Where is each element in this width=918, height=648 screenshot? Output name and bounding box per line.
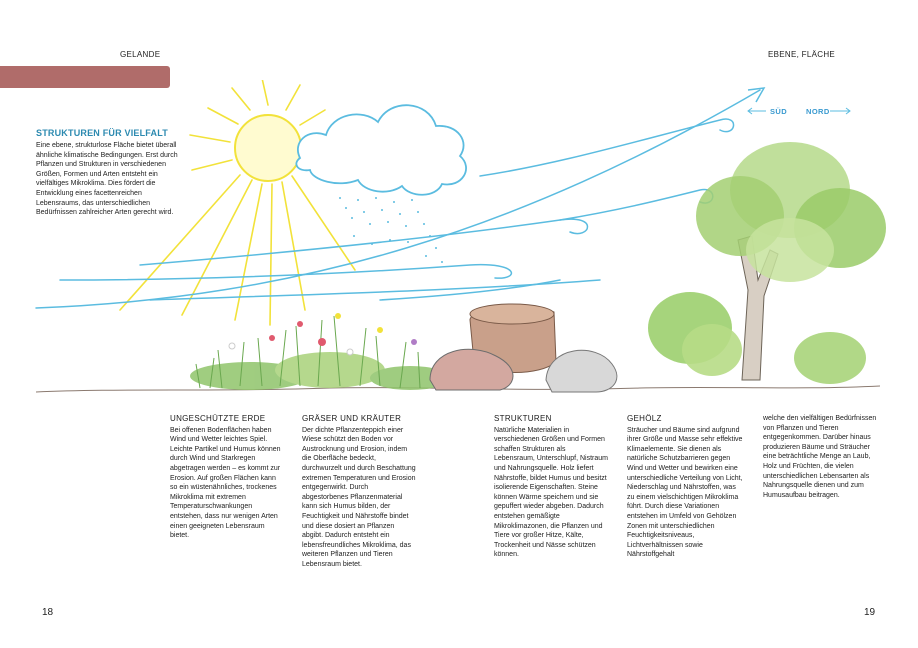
- column-heading: STRUKTUREN: [494, 414, 552, 423]
- column-body: Bei offenen Bodenflächen haben Wind und Wetter leichtes Spiel. Leichte Partikel und Humus können durch Wind und Starkregen abgetragen werden – es kommt zur Erosion. Auf großen Flächen kann so ein wüstenähnliches, trockenes Mikroklima mit extremen Temperaturschwankungen entstehen, dass nur wenigen Arten einen geeigneten Lebensraum bietet.: [170, 426, 281, 540]
- sun-icon: [235, 115, 301, 181]
- page-number-right: 19: [864, 607, 876, 618]
- cloud-icon: [296, 105, 466, 195]
- column-unprotected-soil: [170, 414, 282, 541]
- column-heading: GEHÖLZ: [627, 414, 662, 423]
- column-body: Natürliche Materialien in verschiedenen Größen und Formen schaffen Strukturen als Lebensraum, Unterschlupf, Nistraum und Nahrungsquelle. Holz liefert Nährstoffe, bildet Humus und besitzt isolierende Eigenschaften. Steine können Wärme speichern und sie gepuffert wieder abgeben. Dadurch entstehen gemäßigte Mikroklimazonen, die Pflanzen und Tiere vor großer Hitze, Kälte, Trockenheit und Nässe schützen können.: [494, 426, 608, 559]
- rock-grey: [546, 350, 617, 392]
- section-label-left: GELANDE: [120, 50, 161, 59]
- column-heading: GRÄSER UND KRÄUTER: [302, 414, 402, 423]
- arrow-label-south: SÜD: [770, 107, 788, 116]
- arrow-label-north: NORD: [806, 107, 830, 116]
- column-body: Sträucher und Bäume sind aufgrund ihrer Größe und Masse sehr effektive Klimaelemente. Sie dienen als natürliche Schutzbarrieren gegen Wind und Wetter und bewirken eine unterschiedliche Verteilung von Licht, Niederschlag und Nährstoffen, was zu einem vielschichtigen Mikroklima führt. Durch diese Variationen entstehen im Umfeld von Gehölzen Zonen mit unterschiedlichen Feuchtigkeitsniveaus, Lichtverhältnissen sowie Nährstoffgehalt: [627, 426, 743, 559]
- column-heading: UNGESCHÜTZTE ERDE: [170, 414, 266, 423]
- intro-body: Eine ebene, strukturlose Fläche bietet überall ähnliche klimatische Bedingungen. Erst durch Pflanzen und Strukturen in verschiedenen Größen, Formen und Arten entsteht ein vielfältiges Mikroklima. Dies fördert die Entwicklung eines facettenreichen Lebensraums, das unterschiedlichen Bedürfnissen zahlreicher Arten gerecht wird.: [36, 142, 178, 217]
- column-body: Der dichte Pflanzenteppich einer Wiese schützt den Boden vor Austrocknung und Erosion, indem die Oberfläche bedeckt, durchwurzelt und durch Beschattung extremen Temperaturen und Erosion entgegenwirkt. Durch abgestorbenes Pflanzenmaterial kann sich Humus bilden, der Feuchtigkeit und Nährstoffe bindet und diese dosiert an Pflanzen abgibt. Dadurch entsteht ein lebensfreundliches Mikroklima, das weiteren Pflanzen und Tieren Lebensraum bietet.: [302, 426, 416, 568]
- section-label-right: EBENE, FLÄCHE: [768, 50, 836, 59]
- column-body: welche den vielfältigen Bedürfnissen von Pflanzen und Tieren entgegenkommen. Darüber hinaus produzieren Bäume und Sträucher eine beträchtliche Menge an Laub, Holz und Früchten, die vielen unterschiedlichen Lebensarten als Nahrungsquelle dienen und zum Humusaufbau beitragen.: [763, 415, 877, 499]
- page-number-left: 18: [42, 607, 54, 618]
- column-woody-plants-continued: [763, 414, 879, 500]
- intro-block: [36, 128, 186, 218]
- compass-arrows: [748, 108, 850, 114]
- intro-title: STRUKTUREN FÜR VIELFALT: [36, 128, 168, 138]
- column-woody-plants: [627, 414, 743, 560]
- column-structures: [494, 414, 608, 560]
- flowers: [229, 313, 417, 355]
- column-grasses-herbs: [302, 414, 416, 570]
